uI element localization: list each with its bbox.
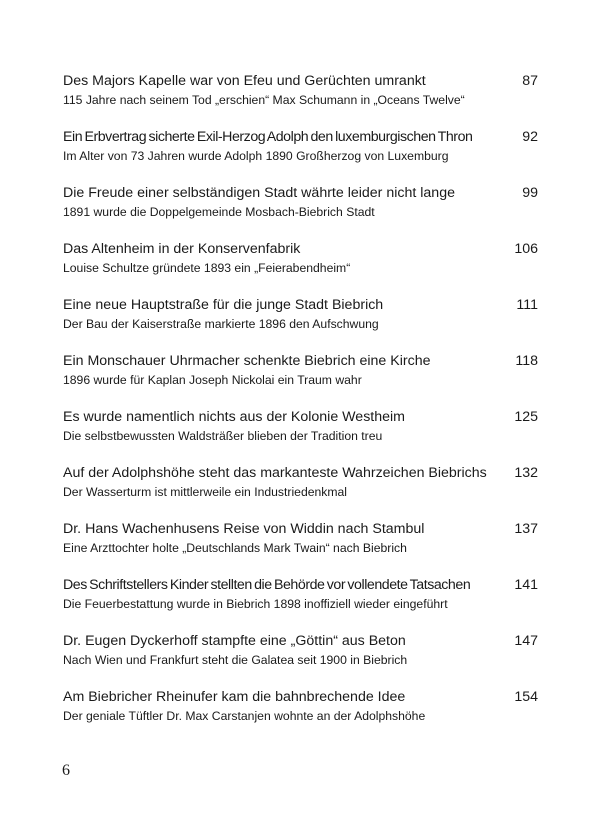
entry-subtitle: 115 Jahre nach seinem Tod „erschien“ Max Schumann in „Oceans Twelve“ <box>63 93 465 107</box>
entry-page-number: 147 <box>514 633 538 649</box>
toc-entry <box>63 72 540 128</box>
entry-subtitle: Der geniale Tüftler Dr. Max Carstanjen wohnte an der Adolphshöhe <box>63 709 426 723</box>
entry-title: Ein Erbvertrag sicherte Exil-Herzog Adolph den luxemburgischen Thron <box>63 129 473 145</box>
entry-subtitle: Nach Wien und Frankfurt steht die Galatea seit 1900 in Biebrich <box>63 653 408 667</box>
toc-entry <box>63 520 540 576</box>
entry-page-number: 118 <box>515 353 538 369</box>
entry-title: Die Freude einer selbständigen Stadt währte leider nicht lange <box>63 185 455 201</box>
entry-subtitle: Im Alter von 73 Jahren wurde Adolph 1890 Großherzog von Luxemburg <box>63 149 449 163</box>
entry-title: Am Biebricher Rheinufer kam die bahnbrechende Idee <box>63 689 406 705</box>
entry-title: Das Altenheim in der Konservenfabrik <box>63 241 301 257</box>
entry-page-number: 106 <box>514 241 538 257</box>
entry-title: Des Majors Kapelle war von Efeu und Gerüchten umrankt <box>63 73 426 89</box>
entry-page-number: 111 <box>516 297 538 313</box>
toc-entry <box>63 576 540 632</box>
entry-page-number: 141 <box>514 577 538 593</box>
entry-subtitle: Der Wasserturm ist mittlerweile ein Industriedenkmal <box>63 485 348 499</box>
toc-entry <box>63 464 540 520</box>
toc-entry <box>63 352 540 408</box>
entry-title: Dr. Eugen Dyckerhoff stampfte eine „Göttin“ aus Beton <box>63 633 406 649</box>
entry-subtitle: 1891 wurde die Doppelgemeinde Mosbach-Biebrich Stadt <box>63 205 375 219</box>
entry-page-number: 132 <box>514 465 538 481</box>
toc-entry <box>63 240 540 296</box>
entry-page-number: 99 <box>522 185 538 201</box>
entry-page-number: 87 <box>522 73 538 89</box>
entry-page-number: 137 <box>514 521 538 537</box>
entry-subtitle: Louise Schultze gründete 1893 ein „Feierabendheim“ <box>63 261 351 275</box>
entry-subtitle: Die selbstbewussten Waldsträßer blieben der Tradition treu <box>63 429 383 443</box>
toc-entry <box>63 128 540 184</box>
entry-page-number: 92 <box>522 129 538 145</box>
entry-title: Eine neue Hauptstraße für die junge Stadt Biebrich <box>63 297 384 313</box>
toc-entry <box>63 296 540 352</box>
page-number: 6 <box>62 762 70 779</box>
entry-subtitle: Der Bau der Kaiserstraße markierte 1896 den Aufschwung <box>63 317 379 331</box>
entry-subtitle: 1896 wurde für Kaplan Joseph Nickolai ein Traum wahr <box>63 373 362 387</box>
entry-title: Des Schriftstellers Kinder stellten die Behörde vor vollendete Tatsachen <box>63 577 471 593</box>
toc-entry <box>63 184 540 240</box>
entry-page-number: 154 <box>514 689 538 705</box>
toc-entry <box>63 632 540 688</box>
entry-title: Es wurde namentlich nichts aus der Kolonie Westheim <box>63 409 405 425</box>
entry-page-number: 125 <box>514 409 538 425</box>
toc-entry <box>63 688 540 744</box>
entry-subtitle: Die Feuerbestattung wurde in Biebrich 1898 inoffiziell wieder eingeführt <box>63 597 448 611</box>
toc-entry <box>63 408 540 464</box>
entry-title: Ein Monschauer Uhrmacher schenkte Biebrich eine Kirche <box>63 353 431 369</box>
entry-subtitle: Eine Arzttochter holte „Deutschlands Mark Twain“ nach Biebrich <box>63 541 407 555</box>
table-of-contents <box>63 72 540 744</box>
entry-title: Auf der Adolphshöhe steht das markanteste Wahrzeichen Biebrichs <box>63 465 487 481</box>
entry-title: Dr. Hans Wachenhusens Reise von Widdin nach Stambul <box>63 521 425 537</box>
